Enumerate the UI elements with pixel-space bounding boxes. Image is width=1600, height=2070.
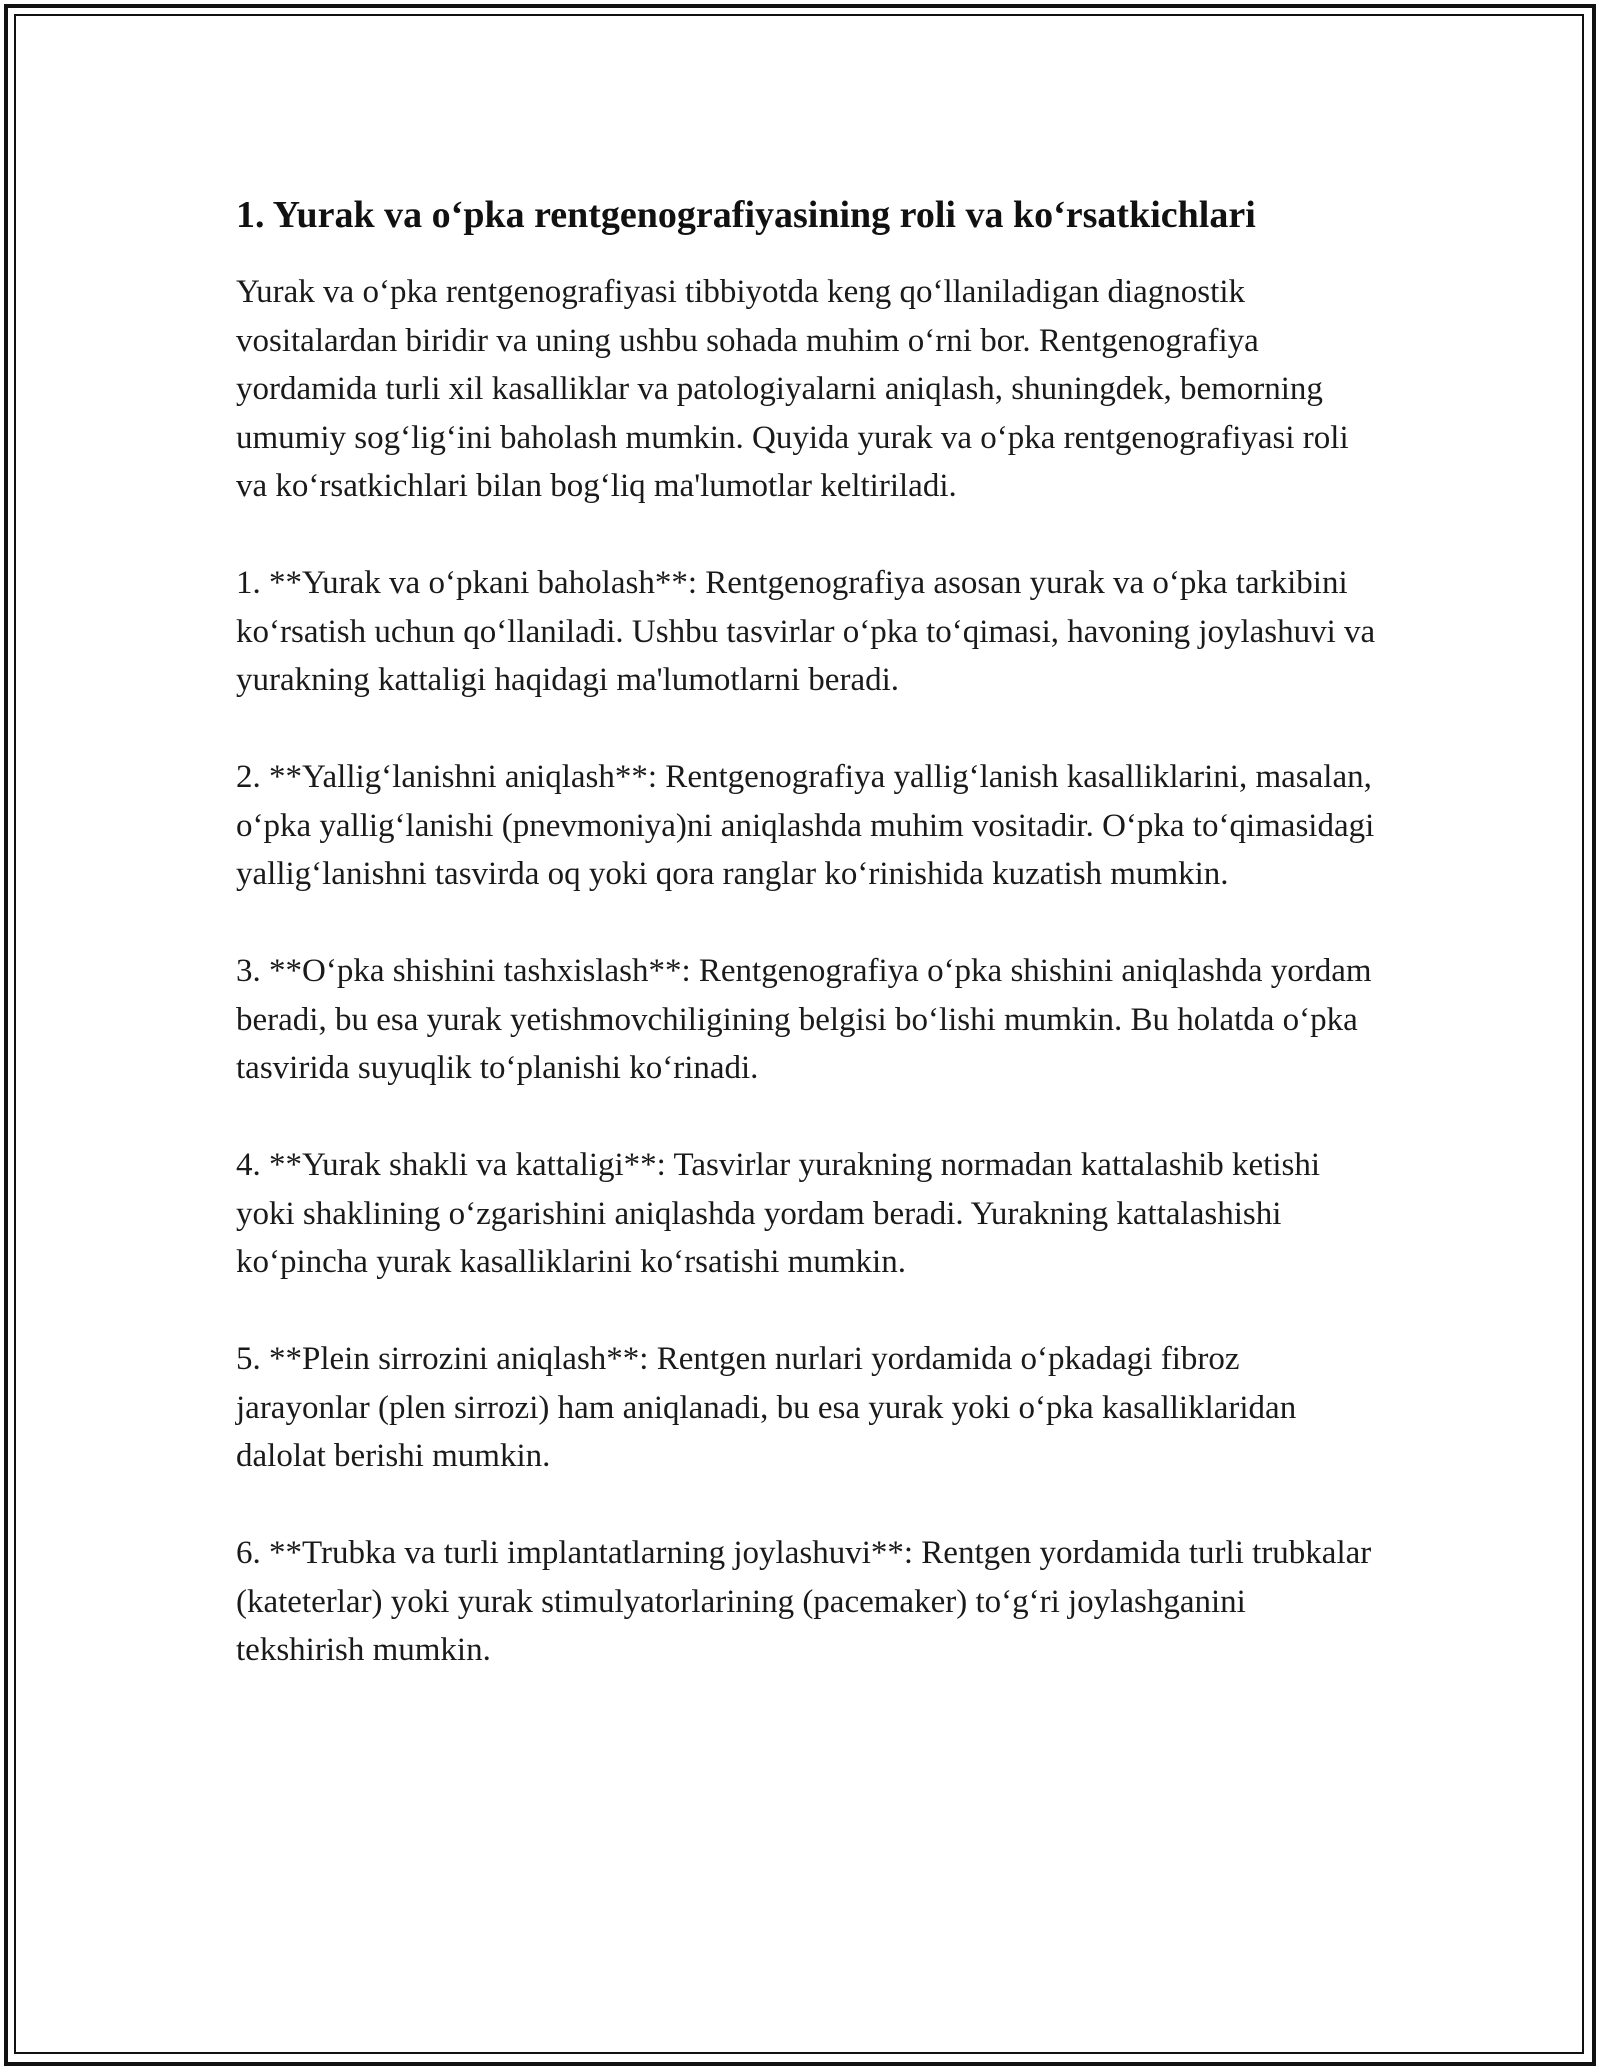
list-item: 3. **O‘pka shishini tashxislash**: Rentgenografiya o‘pka shishini aniqlashda yordam beradi, bu esa yurak yetishmovchiligining belgisi bo‘lishi mumkin. Bu holatda o‘pka tasvirida suyuqlik to‘planishi ko‘rinadi. [236,953,1372,1086]
list-item: 5. **Plein sirrozini aniqlash**: Rentgen nurlari yordamida o‘pkadagi fibroz jarayonlar (plen sirrozi) ham aniqlanadi, bu esa yurak yoki o‘pka kasalliklaridan dalolat berishi mumkin. [236,1341,1297,1474]
document-title: 1. Yurak va o‘pka rentgenografiyasining roli va ko‘rsatkichlari [236,194,1256,236]
list-item: 6. **Trubka va turli implantatlarning joylashuvi**: Rentgen yordamida turli trubkalar (kateterlar) yoki yurak stimulyatorlarining (pacemaker) to‘g‘ri joylashganini tekshirish mumkin. [236,1535,1372,1668]
document-body [236,188,1376,1723]
list-item: 4. **Yurak shakli va kattaligi**: Tasvirlar yurakning normadan kattalashib ketishi yoki shaklining o‘zgarishini aniqlashda yordam beradi. Yurakning kattalashishi ko‘pincha yurak kasalliklarini ko‘rsatishi mumkin. [236,1147,1321,1280]
intro-paragraph: Yurak va o‘pka rentgenografiyasi tibbiyotda keng qo‘llaniladigan diagnostik vositalardan biridir va uning ushbu sohada muhim o‘rni bor. Rentgenografiya yordamida turli xil kasalliklar va patologiyalarni aniqlash, shuningdek, bemorning umumiy sog‘lig‘ini baholash mumkin. Quyida yurak va o‘pka rentgenografiyasi roli va ko‘rsatkichlari bilan bog‘liq ma'lumotlar keltiriladi. [236,274,1349,504]
list-item: 1. **Yurak va o‘pkani baholash**: Rentgenografiya asosan yurak va o‘pka tarkibini ko‘rsatish uchun qo‘llaniladi. Ushbu tasvirlar o‘pka to‘qimasi, havoning joylashuvi va yurakning kattaligi haqidagi ma'lumotlarni beradi. [236,565,1376,698]
list-item: 2. **Yallig‘lanishni aniqlash**: Rentgenografiya yallig‘lanish kasalliklarini, masalan, o‘pka yallig‘lanishi (pnevmoniya)ni aniqlashda muhim vositadir. O‘pka to‘qimasidagi yallig‘lanishni tasvirda oq yoki qora ranglar ko‘rinishida kuzatish mumkin. [236,759,1375,892]
